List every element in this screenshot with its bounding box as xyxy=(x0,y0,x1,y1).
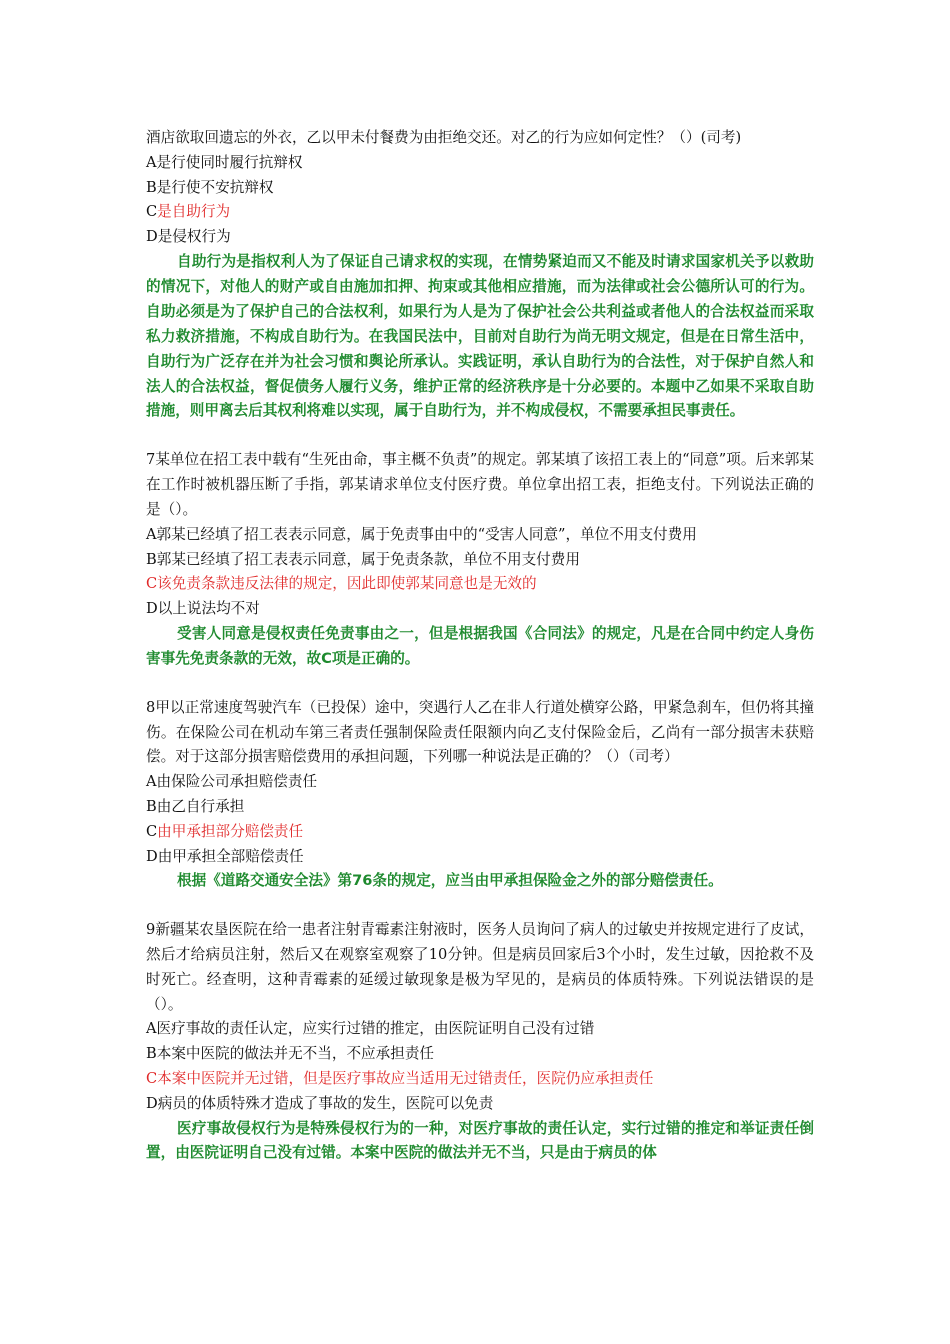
q7-option-c-prefix: C xyxy=(146,575,158,593)
q8-option-d: D由甲承担全部赔偿责任 xyxy=(146,847,304,865)
document-page xyxy=(146,126,814,1166)
q6-explanation: 自助行为是指权利人为了保证自己请求权的实现，在情势紧迫而又不能及时请求国家机关予以救助的情况下，对他人的财产或自由施加扣押、拘束或其他相应措施，而为法律或社会公德所认可的行为。自助必须是为了保护自己的合法权利，如果行为人是为了保护社会公共利益或者他人的合法权益而采取私力救济措施，不构成自助行为。在我国民法中，目前对自助行为尚无明文规定，但是在日常生活中，自助行为广泛存在并为社会习惯和舆论所承认。实践证明，承认自助行为的合法性，对于保护自然人和法人的合法权益，督促债务人履行义务，维护正常的经济秩序是十分必要的。本题中乙如果不采取自助措施，则甲离去后其权利将难以实现，属于自助行为，并不构成侵权，不需要承担民事责任。 xyxy=(146,252,814,420)
q7-stem: 7某单位在招工表中载有“生死由命，事主概不负责”的规定。郭某填了该招工表上的“同意”项。后来郭某在工作时被机器压断了手指，郭某请求单位支付医疗费。单位拿出招工表，拒绝支付。下列说法正确的是（）。 xyxy=(146,451,814,518)
spacer xyxy=(146,894,814,918)
q8-stem: 8甲以正常速度驾驶汽车（已投保）途中，突遇行人乙在非人行道处横穿公路，甲紧急刹车，但仍将其撞伤。在保险公司在机动车第三者责任强制保险责任限额内向乙支付保险金后，乙尚有一部分损害未获赔偿。对于这部分损害赔偿费用的承担问题，下列哪一种说法是正确的？（）（司考） xyxy=(146,698,814,766)
q7-option-b: B郭某已经填了招工表表示同意，属于免责条款，单位不用支付费用 xyxy=(146,550,580,568)
q8-option-c xyxy=(146,820,814,845)
q8-option-c-answer: 由甲承担部分赔偿责任 xyxy=(157,822,304,840)
q6-option-b: B是行使不安抗辩权 xyxy=(146,178,274,196)
q7-option-c-answer: 该免责条款违反法律的规定，因此即使郭某同意也是无效的 xyxy=(157,575,537,593)
q6-option-a: A是行使同时履行抗辩权 xyxy=(146,153,303,171)
q7-explanation: 受害人同意是侵权责任免责事由之一，但是根据我国《合同法》的规定，凡是在合同中约定人身伤害事先免责条款的无效，故C项是正确的。 xyxy=(146,624,814,667)
q9-option-d: D病员的体质特殊才造成了事故的发生，医院可以免责 xyxy=(146,1094,494,1112)
q7-option-a: A郭某已经填了招工表表示同意，属于免责事由中的“受害人同意”，单位不用支付费用 xyxy=(146,525,697,543)
q9-option-b: B本案中医院的做法并无不当，不应承担责任 xyxy=(146,1045,435,1063)
q8-option-a: A由保险公司承担赔偿责任 xyxy=(146,773,318,791)
q6-option-c xyxy=(146,200,814,225)
q9-option-c-prefix: C xyxy=(146,1069,158,1087)
q6-option-c-prefix: C xyxy=(146,203,158,221)
q7-option-d: D以上说法均不对 xyxy=(146,600,260,618)
q9-option-a: A医疗事故的责任认定，应实行过错的推定，由医院证明自己没有过错 xyxy=(146,1020,595,1038)
q6-stem: 酒店欲取回遗忘的外衣，乙以甲未付餐费为由拒绝交还。对乙的行为应如何定性？（）(司考) xyxy=(146,129,742,146)
q8-option-b: B由乙自行承担 xyxy=(146,797,245,815)
q9-option-c-answer: 本案中医院并无过错，但是医疗事故应当适用无过错责任，医院仍应承担责任 xyxy=(157,1069,654,1087)
spacer xyxy=(146,424,814,448)
q9-explanation: 医疗事故侵权行为是特殊侵权行为的一种，对医疗事故的责任认定，实行过错的推定和举证责任倒置，由医院证明自己没有过错。本案中医院的做法并无不当，只是由于病员的体 xyxy=(146,1119,814,1162)
q9-option-c xyxy=(146,1067,814,1092)
q6-option-c-answer: 是自助行为 xyxy=(157,203,231,221)
q7-option-c xyxy=(146,572,814,597)
q8-explanation: 根据《道路交通安全法》第76条的规定，应当由甲承担保险金之外的部分赔偿责任。 xyxy=(177,872,723,890)
q8-option-c-prefix: C xyxy=(146,822,158,840)
q6-option-d: D是侵权行为 xyxy=(146,228,231,246)
q9-stem: 9新疆某农垦医院在给一患者注射青霉素注射液时，医务人员询问了病人的过敏史并按规定进行了皮试，然后才给病员注射，然后又在观察室观察了10分钟。但是病员回家后3个小时，发生过敏，因抢救不及时死亡。经查明，这种青霉素的延缓过敏现象是极为罕见的，是病员的体质特殊。下列说法错误的是（）。 xyxy=(146,921,814,1013)
spacer xyxy=(146,672,814,696)
